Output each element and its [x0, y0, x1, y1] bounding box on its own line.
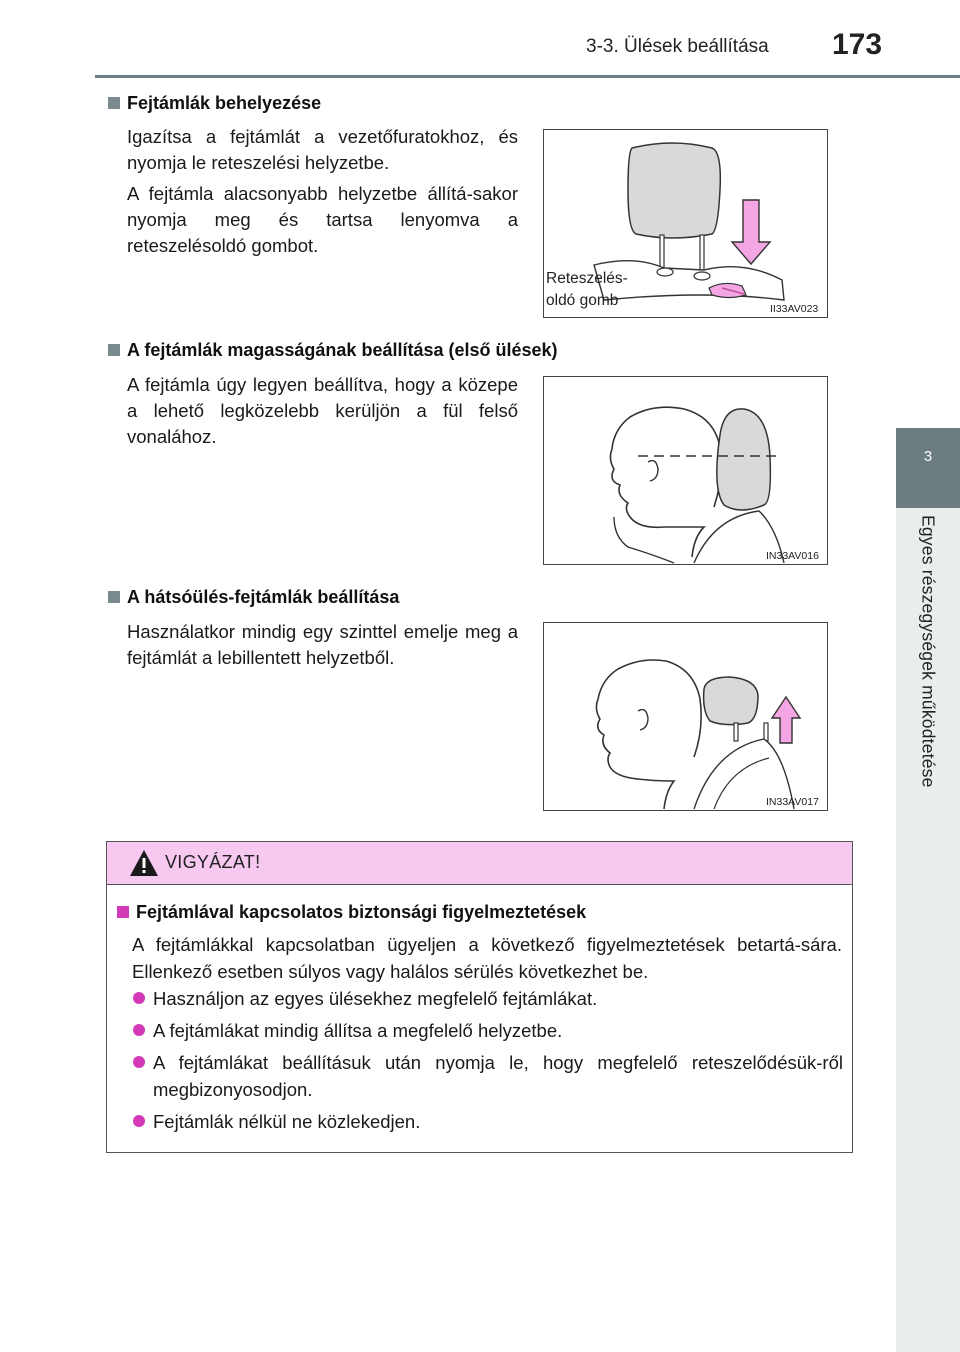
warning-bullet: A fejtámlákat mindig állítsa a megfelelő helyzetbe. — [133, 1017, 843, 1044]
warning-box — [106, 841, 853, 1153]
section-heading-height: A fejtámlák magasságának beállítása (első ülések) — [108, 340, 558, 361]
warning-intro: A fejtámlákkal kapcsolatban ügyeljen a következő figyelmeztetések betartá-sára. Ellenkező esetben súlyos vagy halálos sérülés következhet be. — [132, 934, 842, 982]
bullet-dot-icon — [133, 1024, 145, 1036]
paragraph: Igazítsa a fejtámlát a vezetőfuratokhoz, és nyomja le reteszelési helyzetbe. — [127, 126, 518, 173]
figure-code: IN33AV016 — [766, 550, 819, 562]
chapter-number: 3 — [923, 448, 933, 465]
figure-rear-headrest — [543, 622, 828, 811]
warning-bullet: A fejtámlákat beállításuk után nyomja le, hogy megfelelő reteszelődésük-ről megbizonyosodjon. — [133, 1049, 843, 1103]
warning-title: VIGYÁZAT! — [165, 852, 261, 872]
figure-code: II33AV023 — [770, 303, 819, 315]
paragraph: Használatkor mindig egy szinttel emelje meg a fejtámlát a lebillentett helyzetből. — [127, 621, 518, 668]
warning-bullet: Fejtámlák nélkül ne közlekedjen. — [133, 1108, 843, 1135]
square-bullet-icon — [108, 591, 120, 603]
bullet-dot-icon — [133, 992, 145, 1004]
section-heading-rear: A hátsóülés-fejtámlák beállítása — [108, 587, 399, 608]
warning-subheading: Fejtámlával kapcsolatos biztonsági figyelmeztetések — [117, 902, 586, 923]
square-bullet-icon — [108, 97, 120, 109]
paragraph: A fejtámla alacsonyabb helyzetbe állítá-sakor nyomja meg és tartsa lenyomva a reteszelésoldó gombot. — [127, 183, 518, 256]
page-number: 173 — [832, 28, 883, 61]
square-bullet-icon — [108, 344, 120, 356]
paragraph: A fejtámla úgy legyen beállítva, hogy a közepe a lehető legközelebb kerüljön a fül felső vonalához. — [127, 374, 518, 447]
section-title: 3-3. Ülések beállítása — [586, 36, 769, 57]
warning-header — [107, 842, 852, 885]
chapter-tab — [896, 428, 960, 508]
square-bullet-icon — [117, 906, 129, 918]
warning-triangle-icon — [129, 849, 159, 877]
section-heading-insert: Fejtámlák behelyezése — [108, 93, 321, 114]
figure-headrest-height — [543, 376, 828, 565]
chapter-title: Egyes részegységek működtetése — [918, 515, 939, 788]
warning-bullet: Használjon az egyes ülésekhez megfelelő fejtámlákat. — [133, 985, 843, 1012]
header-rule — [95, 75, 960, 78]
figure-headrest-insert — [543, 129, 828, 318]
bullet-dot-icon — [133, 1115, 145, 1127]
bullet-dot-icon — [133, 1056, 145, 1068]
figure-callout: Reteszelés- oldó gomb — [546, 270, 628, 309]
figure-code: IN33AV017 — [766, 796, 819, 808]
